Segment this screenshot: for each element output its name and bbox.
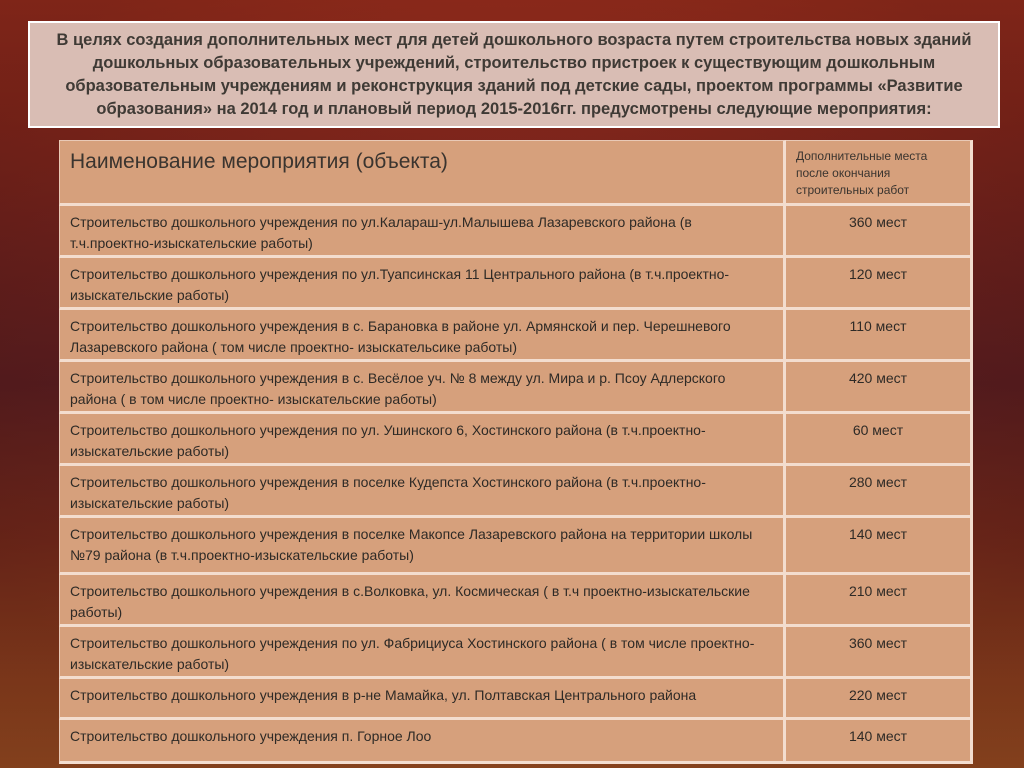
- table-row: [59, 258, 973, 310]
- row-name: Строительство дошкольного учреждения по ул.Туапсинская 11 Центрального района (в т.ч.проектно-изыскательские работы): [59, 258, 786, 310]
- row-name: Строительство дошкольного учреждения в поселке Макопсе Лазаревского района на территории школы №79 района (в т.ч.проектно-изыскательские работы): [59, 518, 786, 575]
- row-name: Строительство дошкольного учреждения по ул.Калараш-ул.Малышева Лазаревского района (в т.ч.проектно-изыскательские работы): [59, 206, 786, 258]
- table-row: [59, 575, 973, 627]
- row-name: Строительство дошкольного учреждения в р-не Мамайка, ул. Полтавская Центрального района: [59, 679, 786, 720]
- table-row: [59, 518, 973, 575]
- row-name: Строительство дошкольного учреждения в с. Весёлое уч. № 8 между ул. Мира и р. Псоу Адлерского района ( в том числе проектно- изыскательские работы): [59, 362, 786, 414]
- table-row: [59, 206, 973, 258]
- table-row: [59, 627, 973, 679]
- slide-title: В целях создания дополнительных мест для детей дошкольного возраста путем строительства новых зданий дошкольных образовательных учреждений, строительство пристроек к существующим дошкольным образовательным учреждениям и реконструкция зданий под детские сады, проектом программы «Развитие образования» на 2014 год и плановый период 2015-2016гг. предусмотрены следующие мероприятия:: [56, 30, 972, 118]
- row-name: Строительство дошкольного учреждения в с.Волковка, ул. Космическая ( в т.ч проектно-изыскательские работы): [59, 575, 786, 627]
- table-row: [59, 720, 973, 764]
- row-places: 280 мест: [786, 466, 973, 518]
- row-places: 120 мест: [786, 258, 973, 310]
- row-places: 360 мест: [786, 627, 973, 679]
- table-row: [59, 466, 973, 518]
- measures-table: [59, 140, 973, 764]
- table-row: [59, 414, 973, 466]
- row-places: 420 мест: [786, 362, 973, 414]
- table-row: [59, 679, 973, 720]
- header-name: Наименование мероприятия (объекта): [59, 140, 786, 206]
- slide-title-box: [28, 21, 1000, 128]
- row-places: 60 мест: [786, 414, 973, 466]
- row-places: 360 мест: [786, 206, 973, 258]
- row-places: 220 мест: [786, 679, 973, 720]
- table-row: [59, 362, 973, 414]
- row-places: 140 мест: [786, 518, 973, 575]
- row-places: 210 мест: [786, 575, 973, 627]
- row-places: 140 мест: [786, 720, 973, 764]
- row-name: Строительство дошкольного учреждения п. Горное Лоо: [59, 720, 786, 764]
- table-header-row: [59, 140, 973, 206]
- row-name: Строительство дошкольного учреждения по ул. Фабрициуса Хостинского района ( в том числе проектно- изыскательские работы): [59, 627, 786, 679]
- table-row: [59, 310, 973, 362]
- row-places: 110 мест: [786, 310, 973, 362]
- row-name: Строительство дошкольного учреждения по ул. Ушинского 6, Хостинского района (в т.ч.проектно-изыскательские работы): [59, 414, 786, 466]
- header-places: Дополнительные места после окончания строительных работ: [786, 140, 973, 206]
- row-name: Строительство дошкольного учреждения в поселке Кудепста Хостинского района (в т.ч.проектно-изыскательские работы): [59, 466, 786, 518]
- row-name: Строительство дошкольного учреждения в с. Барановка в районе ул. Армянской и пер. Черешневого Лазаревского района ( том числе проектно- изыскательсике работы): [59, 310, 786, 362]
